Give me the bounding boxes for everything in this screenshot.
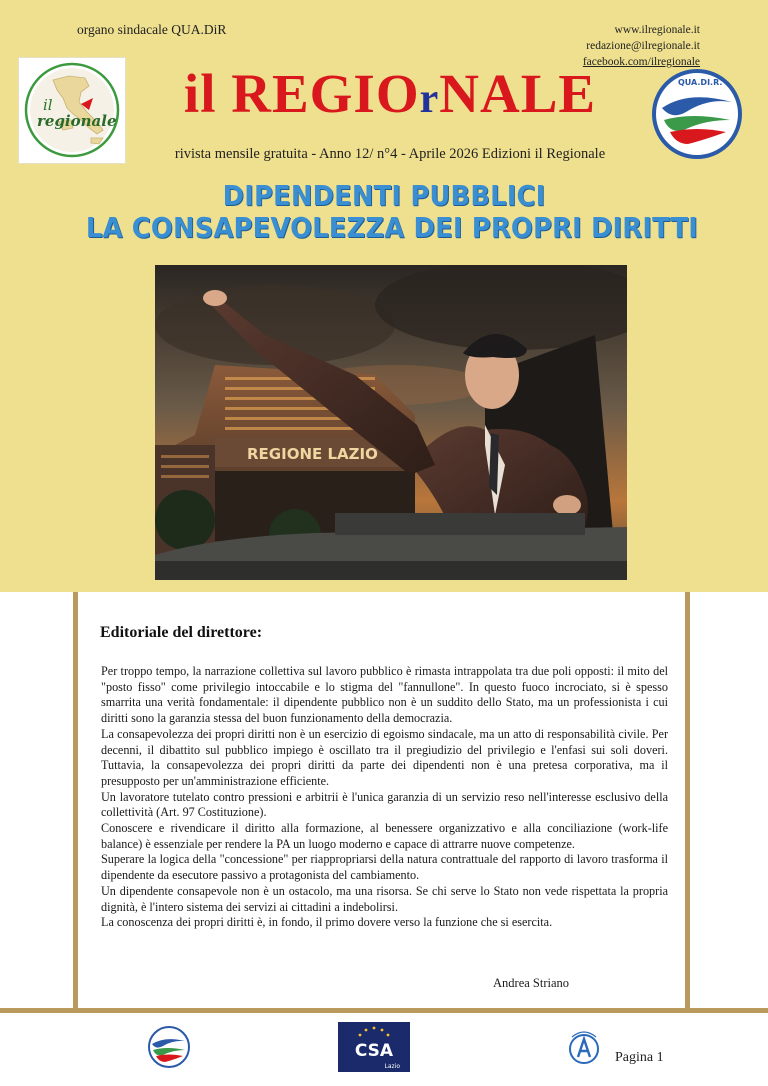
- quadir-logo-text: QUA.DI.R.: [678, 78, 723, 87]
- editorial-paragraph: Per troppo tempo, la narrazione collettiva sul lavoro pubblico è rimasta intrappolata tra due poli opposti: il mito del "posto fisso" come privilegio intoccabile e lo stigma del "fannullone". In questo fuoco incrociato, si è spesso smarrita una verità fondamentale: il dipendente pubblico non è un suddito dello Stato, ma un professionista i cui diritti sono la garanzia stessa del buon funzionamento della democrazia.: [101, 664, 668, 726]
- building-sign: REGIONE LAZIO: [247, 445, 378, 463]
- footer-csa-logo: [338, 1022, 410, 1072]
- csa-logo-icon: [338, 1022, 410, 1072]
- editorial-paragraph: Superare la logica della "concessione" per riappropriarsi della natura contrattuale del rapporto di lavoro trasforma il dipendente da esecutore passivo a protagonista del cambiamento.: [101, 852, 668, 883]
- editorial-paragraph: Un lavoratore tutelato contro pressioni e arbitrii è l'unica garanzia di un servizio reso nell'interesse esclusivo della collettività (Art. 97 Costituzione).: [101, 789, 668, 820]
- masthead-post: NALE: [439, 63, 597, 124]
- csa-logo-sub: Lazio: [384, 1063, 400, 1070]
- editorial-body: [101, 664, 668, 931]
- footer-divider: [0, 1008, 768, 1013]
- headline-line-1: DIPENDENTI PUBBLICI: [222, 179, 546, 212]
- website-link[interactable]: www.ilregionale.it: [614, 24, 700, 36]
- masthead-mid: r: [419, 76, 440, 122]
- il-regionale-logo: [18, 57, 126, 164]
- logo-il-text: il: [43, 96, 53, 114]
- editorial-paragraph: Un dipendente consapevole non è un ostacolo, ma una risorsa. Se chi serve lo Stato non vede rispettata la propria dignità, è l'intero sistema dei servizi ai cittadini a indebolirsi.: [101, 883, 668, 914]
- footer-a-emblem-icon: [566, 1027, 602, 1067]
- headline-line-2: LA CONSAPEVOLEZZA DEI PROPRI DIRITTI: [85, 211, 698, 244]
- logo-regionale-text: regionale: [37, 112, 117, 130]
- facebook-link[interactable]: facebook.com/ilregionale: [582, 56, 700, 68]
- masthead-pre: il REGIO: [183, 63, 420, 124]
- org-label: organo sindacale QUA.DiR: [77, 22, 227, 37]
- italy-map-logo-icon: [19, 58, 125, 163]
- editorial-paragraph: Conoscere e rivendicare il diritto alla formazione, al benessere organizzativo e alla conciliazione (work-life balance) è essenziale per rendere la PA un luogo moderno e capace di attrarre nuove competenze.: [101, 821, 668, 851]
- email-link[interactable]: redazione@ilregionale.it: [586, 40, 700, 52]
- csa-logo-text: CSA: [354, 1041, 394, 1061]
- footer-round-logo: [566, 1027, 602, 1067]
- right-frame-rule: [685, 592, 690, 1010]
- page-number: Pagina 1: [615, 1050, 664, 1065]
- left-frame-rule: [73, 592, 78, 1010]
- author-signature: Andrea Striano: [493, 976, 570, 990]
- editorial-paragraph: La conoscenza dei propri diritti è, in fondo, il primo dovere verso la funzione che si esercita.: [101, 915, 553, 930]
- footer-quadir-logo: [145, 1025, 193, 1069]
- quadir-swoosh-icon: [648, 68, 746, 160]
- issue-subtitle: rivista mensile gratuita - Anno 12/ n°4 - Aprile 2026 Edizioni il Regionale: [174, 146, 606, 162]
- cover-photo: [155, 265, 627, 580]
- quadir-logo: [648, 68, 746, 160]
- editorial-title: Editoriale del direttore:: [100, 624, 263, 641]
- footer-quadir-icon: [145, 1025, 193, 1069]
- masthead-title: [150, 62, 630, 131]
- cover-photo-illustration: [155, 265, 627, 580]
- editorial-paragraph: La consapevolezza dei propri diritti non è un esercizio di egoismo sindacale, ma un atto di responsabilità civile. Per decenni, il dibattito sul pubblico impiego è oscillato tra il pregiudizio del privilegio e l'enfasi sui soli doveri. Tuttavia, la consapevolezza dei propri diritti da parte dei dipendenti non è una pretesa corporativa, ma il presupposto per un'amministrazione efficiente.: [101, 726, 668, 788]
